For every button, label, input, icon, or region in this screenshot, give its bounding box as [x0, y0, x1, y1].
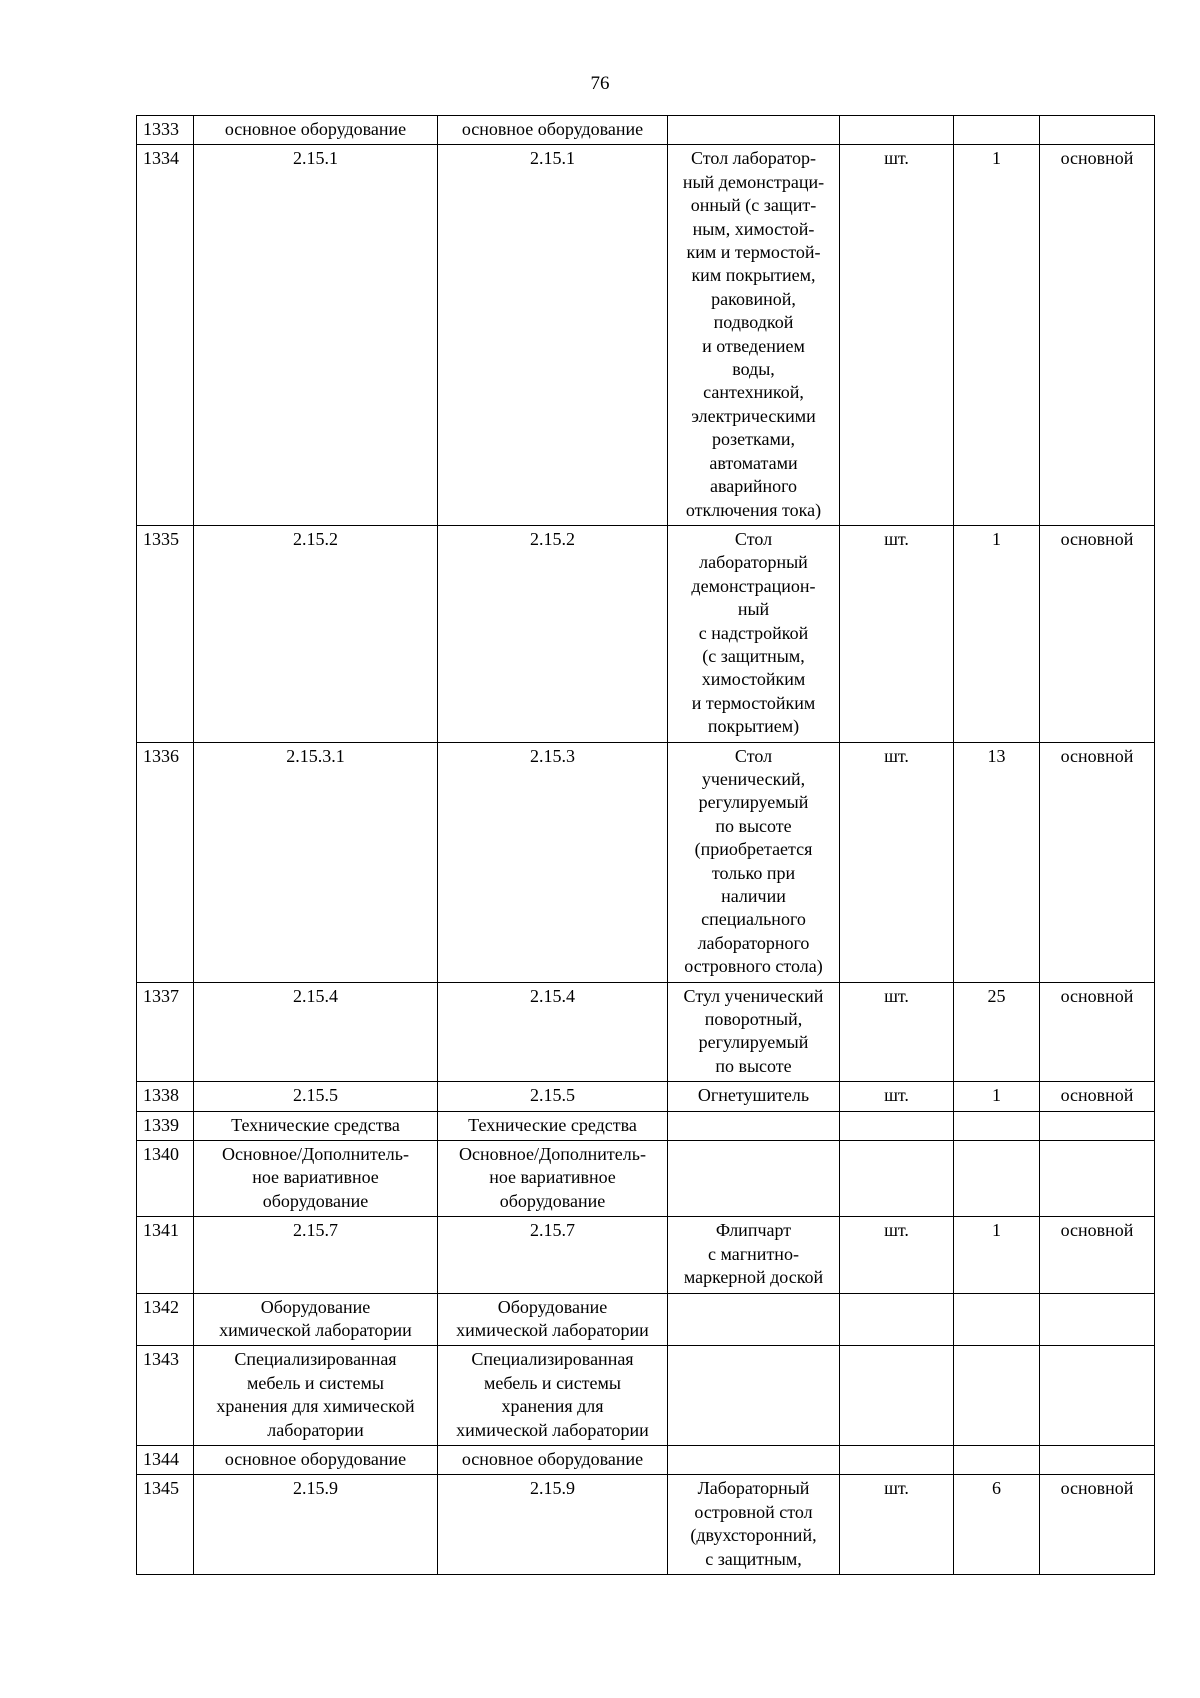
quantity-cell — [954, 1141, 1040, 1217]
section-code-cell: 2.15.4 — [194, 982, 438, 1082]
item-name-cell: Флипчарт с магнитно- маркерной доской — [668, 1217, 840, 1293]
quantity-cell: 6 — [954, 1475, 1040, 1575]
unit-cell: шт. — [840, 1475, 954, 1575]
table-row — [137, 1111, 1155, 1140]
row-number-cell: 1340 — [137, 1141, 194, 1217]
unit-cell: шт. — [840, 1217, 954, 1293]
quantity-cell — [954, 1111, 1040, 1140]
row-number-cell: 1343 — [137, 1346, 194, 1446]
section-code-cell: 2.15.3.1 — [194, 742, 438, 982]
row-number-cell: 1336 — [137, 742, 194, 982]
item-name-cell — [668, 116, 840, 145]
equipment-table — [136, 115, 1155, 1575]
table-row — [137, 1445, 1155, 1474]
unit-cell — [840, 116, 954, 145]
row-number-cell: 1342 — [137, 1293, 194, 1346]
subsection-code-cell: 2.15.4 — [438, 982, 668, 1082]
unit-cell — [840, 1293, 954, 1346]
section-code-cell: основное оборудование — [194, 1445, 438, 1474]
equipment-type-cell: основной — [1040, 1475, 1155, 1575]
quantity-cell: 1 — [954, 525, 1040, 742]
item-name-cell — [668, 1346, 840, 1446]
quantity-cell: 25 — [954, 982, 1040, 1082]
quantity-cell — [954, 1346, 1040, 1446]
item-name-cell: Стол лаборатор- ный демонстраци- онный (с защит- ным, химостой- ким и термостой- ким покрытием, раковиной, подводкой и отведением воды, сантехникой, электрическими розетками, автоматами аварийного отключения тока) — [668, 145, 840, 526]
item-name-cell: Стул ученический поворотный, регулируемый по высоте — [668, 982, 840, 1082]
table-row — [137, 1346, 1155, 1446]
equipment-type-cell — [1040, 116, 1155, 145]
quantity-cell: 1 — [954, 145, 1040, 526]
table-row — [137, 742, 1155, 982]
section-code-cell: Оборудование химической лаборатории — [194, 1293, 438, 1346]
equipment-type-cell: основной — [1040, 145, 1155, 526]
subsection-code-cell: основное оборудование — [438, 1445, 668, 1474]
unit-cell: шт. — [840, 145, 954, 526]
subsection-code-cell: Оборудование химической лаборатории — [438, 1293, 668, 1346]
table-row — [137, 116, 1155, 145]
equipment-type-cell — [1040, 1293, 1155, 1346]
section-code-cell: основное оборудование — [194, 116, 438, 145]
page-number: 76 — [590, 73, 610, 94]
quantity-cell — [954, 116, 1040, 145]
row-number-cell: 1341 — [137, 1217, 194, 1293]
table-row — [137, 525, 1155, 742]
quantity-cell: 13 — [954, 742, 1040, 982]
section-code-cell: 2.15.9 — [194, 1475, 438, 1575]
section-code-cell: 2.15.7 — [194, 1217, 438, 1293]
row-number-cell: 1334 — [137, 145, 194, 526]
quantity-cell — [954, 1293, 1040, 1346]
subsection-code-cell: 2.15.5 — [438, 1082, 668, 1111]
table-row — [137, 982, 1155, 1082]
subsection-code-cell: 2.15.3 — [438, 742, 668, 982]
item-name-cell: Огнетушитель — [668, 1082, 840, 1111]
item-name-cell — [668, 1141, 840, 1217]
row-number-cell: 1335 — [137, 525, 194, 742]
item-name-cell: Стол ученический, регулируемый по высоте (приобретается только при наличии специального лабораторного островного стола) — [668, 742, 840, 982]
unit-cell: шт. — [840, 982, 954, 1082]
subsection-code-cell: Основное/Дополнитель- ное вариативное оборудование — [438, 1141, 668, 1217]
row-number-cell: 1339 — [137, 1111, 194, 1140]
item-name-cell — [668, 1293, 840, 1346]
quantity-cell: 1 — [954, 1217, 1040, 1293]
subsection-code-cell: Технические средства — [438, 1111, 668, 1140]
equipment-table-body — [137, 116, 1155, 1575]
table-row — [137, 1475, 1155, 1575]
unit-cell: шт. — [840, 1082, 954, 1111]
subsection-code-cell: 2.15.1 — [438, 145, 668, 526]
section-code-cell: 2.15.5 — [194, 1082, 438, 1111]
equipment-type-cell: основной — [1040, 1217, 1155, 1293]
table-row — [137, 1082, 1155, 1111]
quantity-cell: 1 — [954, 1082, 1040, 1111]
table-row — [137, 1293, 1155, 1346]
subsection-code-cell: 2.15.7 — [438, 1217, 668, 1293]
equipment-type-cell: основной — [1040, 982, 1155, 1082]
table-row — [137, 1217, 1155, 1293]
section-code-cell: Основное/Дополнитель- ное вариативное оборудование — [194, 1141, 438, 1217]
unit-cell — [840, 1111, 954, 1140]
table-row — [137, 1141, 1155, 1217]
section-code-cell: 2.15.2 — [194, 525, 438, 742]
row-number-cell: 1333 — [137, 116, 194, 145]
unit-cell: шт. — [840, 742, 954, 982]
equipment-type-cell — [1040, 1445, 1155, 1474]
section-code-cell: 2.15.1 — [194, 145, 438, 526]
equipment-type-cell — [1040, 1141, 1155, 1217]
section-code-cell: Технические средства — [194, 1111, 438, 1140]
item-name-cell — [668, 1445, 840, 1474]
equipment-type-cell — [1040, 1111, 1155, 1140]
unit-cell — [840, 1346, 954, 1446]
row-number-cell: 1337 — [137, 982, 194, 1082]
unit-cell — [840, 1141, 954, 1217]
section-code-cell: Специализированная мебель и системы хранения для химической лаборатории — [194, 1346, 438, 1446]
item-name-cell — [668, 1111, 840, 1140]
equipment-type-cell — [1040, 1346, 1155, 1446]
subsection-code-cell: 2.15.2 — [438, 525, 668, 742]
row-number-cell: 1345 — [137, 1475, 194, 1575]
item-name-cell: Стол лабораторный демонстрацион- ный с надстройкой (с защитным, химостойким и термостойким покрытием) — [668, 525, 840, 742]
row-number-cell: 1344 — [137, 1445, 194, 1474]
subsection-code-cell: основное оборудование — [438, 116, 668, 145]
equipment-type-cell: основной — [1040, 1082, 1155, 1111]
unit-cell — [840, 1445, 954, 1474]
table-row — [137, 145, 1155, 526]
subsection-code-cell: Специализированная мебель и системы хранения для химической лаборатории — [438, 1346, 668, 1446]
quantity-cell — [954, 1445, 1040, 1474]
equipment-type-cell: основной — [1040, 742, 1155, 982]
row-number-cell: 1338 — [137, 1082, 194, 1111]
item-name-cell: Лабораторный островной стол (двухсторонний, с защитным, — [668, 1475, 840, 1575]
unit-cell: шт. — [840, 525, 954, 742]
subsection-code-cell: 2.15.9 — [438, 1475, 668, 1575]
equipment-type-cell: основной — [1040, 525, 1155, 742]
